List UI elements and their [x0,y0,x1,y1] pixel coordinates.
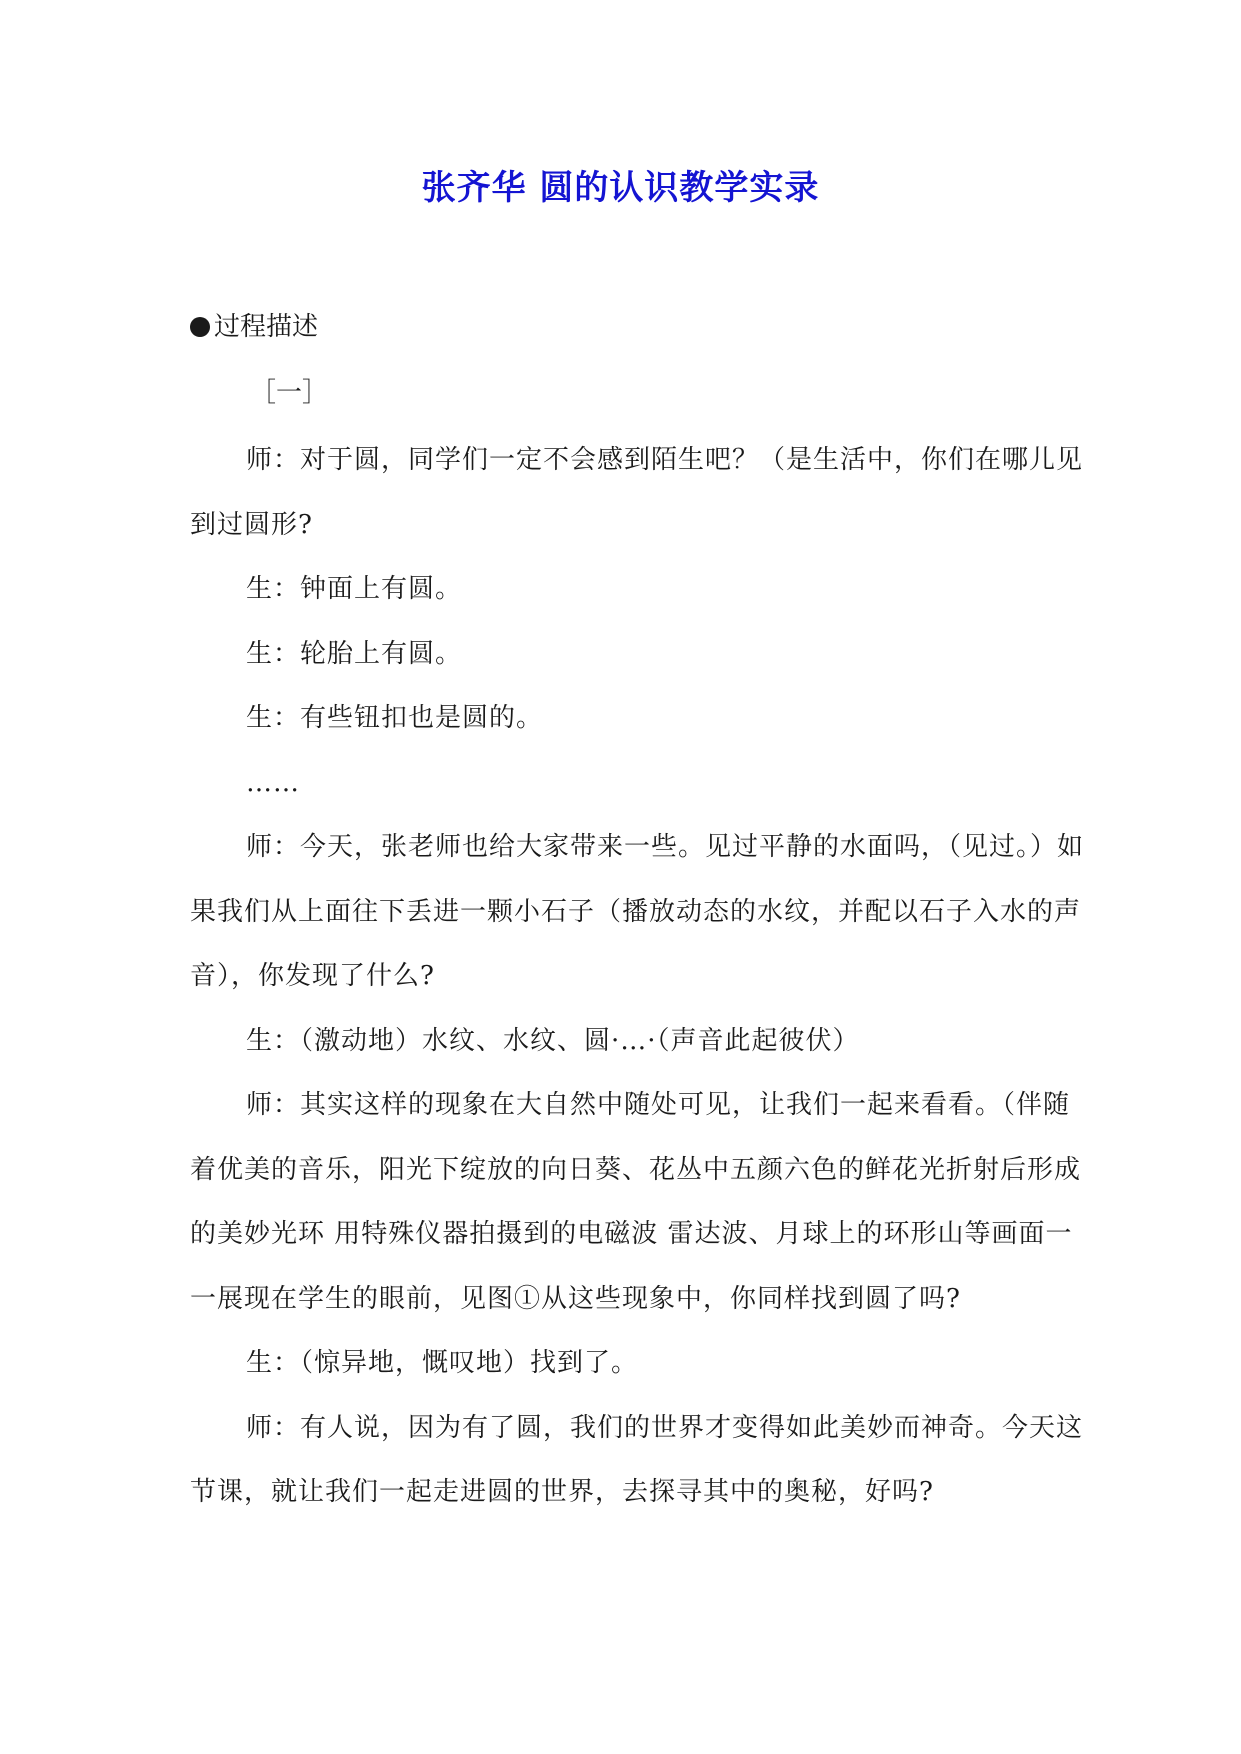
paragraph: 生：有些钮扣也是圆的。 [246,703,544,733]
paragraph: 生：轮胎上有圆。 [246,638,463,669]
bullet-icon [190,317,210,337]
document-body [190,308,1090,1525]
paragraph: 师：今天，张老师也给大家带来一些。见过平静的水面吗，（见过。）如果我们从上面往下丢进一颗小石子（播放动态的水纹，并配以石子入水的声音），你发现了什么? [190,832,1085,991]
document-title: 张齐华 圆的认识教学实录 [421,168,820,208]
paragraph: 师：其实这样的现象在大自然中随处可见，让我们一起来看看。（伴随着优美的音乐，阳光下绽放的向日葵、花丛中五颜六色的鲜花光折射后形成的美妙光环 用特殊仪器拍摄到的电磁波 雷达波、月球上的环形山等画面一一展现在学生的眼前，见图①从这些现象中，你同样找到圆了吗? [190,1090,1082,1314]
part-label: ［一］ [250,378,329,408]
section-heading-text: 过程描述 [214,312,319,342]
paragraph: …… [246,767,300,798]
paragraph: 生：钟面上有圆。 [246,574,463,604]
section-heading [190,308,1090,346]
paragraph: 生：（惊异地，慨叹地）找到了。 [246,1348,639,1378]
paragraph: 师：有人说，因为有了圆，我们的世界才变得如此美妙而神奇。今天这节课，就让我们一起走进圆的世界，去探寻其中的奥秘，好吗? [190,1412,1084,1507]
paragraph: 师：对于圆，同学们一定不会感到陌生吧？（是生活中，你们在哪儿见到过圆形? [190,445,1084,540]
paragraph: 生：（激动地）水纹、水纹、圆·…·（声音此起彼伏） [246,1025,860,1056]
